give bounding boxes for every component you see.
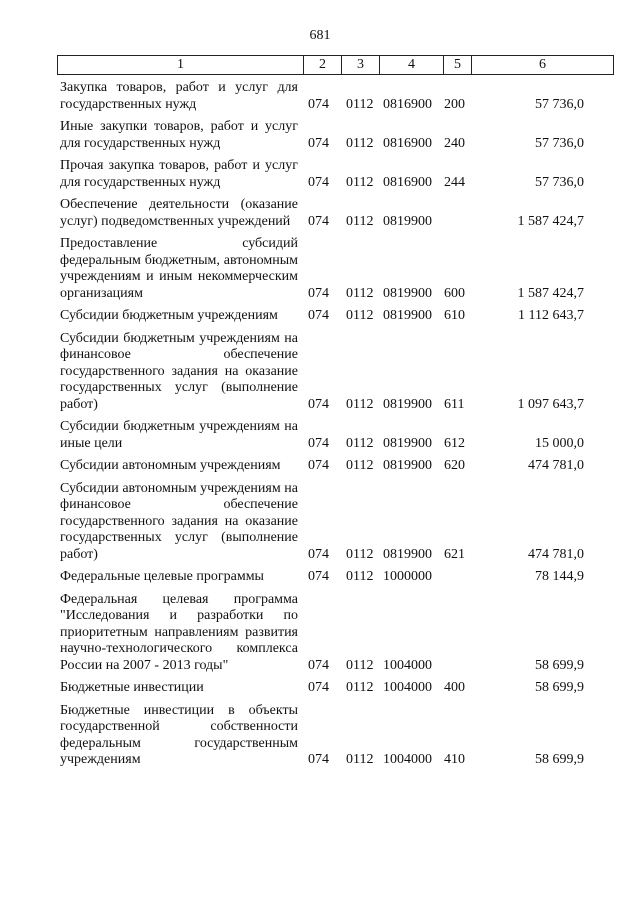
row-expense-type: 612 xyxy=(444,435,465,451)
row-admin-code: 074 xyxy=(308,458,329,473)
row-expense-type: 400 xyxy=(444,680,465,695)
row-admin-code: 074 xyxy=(308,308,329,323)
row-target-code: 0819900 xyxy=(383,435,432,451)
row-name: Субсидии бюджетным учреждениям на иные цели xyxy=(60,419,298,451)
header-col-1: 1 xyxy=(58,56,304,74)
row-amount: 474 781,0 xyxy=(528,458,584,473)
row-admin-code: 074 xyxy=(308,396,329,412)
table-row xyxy=(0,680,640,697)
row-admin-code: 074 xyxy=(308,285,329,301)
row-name: Бюджетные инвестиции xyxy=(60,680,204,695)
row-admin-code: 074 xyxy=(308,213,329,229)
row-section-code: 0112 xyxy=(346,285,374,301)
table-row xyxy=(0,458,640,475)
row-amount: 1 112 643,7 xyxy=(518,308,584,323)
row-name: Иные закупки товаров, работ и услуг для государственных нужд xyxy=(60,119,298,151)
row-name: Бюджетные инвестиции в объекты государственной собственности федеральным государственным учреждениям xyxy=(60,702,298,767)
row-amount: 15 000,0 xyxy=(535,435,584,451)
table-body xyxy=(0,80,640,775)
row-admin-code: 074 xyxy=(308,546,329,562)
header-col-5: 5 xyxy=(444,56,472,74)
row-section-code: 0112 xyxy=(346,96,374,112)
row-expense-type: 600 xyxy=(444,285,465,301)
row-section-code: 0112 xyxy=(346,213,374,229)
row-name: Предоставление субсидий федеральным бюджетным, автономным учреждениям и иным некоммерческим организациям xyxy=(60,236,298,301)
row-target-code: 1004000 xyxy=(383,680,432,695)
row-target-code: 0816900 xyxy=(383,135,432,151)
row-target-code: 1000000 xyxy=(383,569,432,584)
row-amount: 1 097 643,7 xyxy=(517,396,584,412)
row-amount: 58 699,9 xyxy=(535,752,584,767)
row-target-code: 0819900 xyxy=(383,308,432,323)
header-col-6: 6 xyxy=(539,57,546,72)
row-target-code: 0816900 xyxy=(383,174,432,190)
row-admin-code: 074 xyxy=(308,657,329,673)
row-name: Субсидии автономным учреждениям xyxy=(60,458,281,473)
header-col-3: 3 xyxy=(342,56,380,74)
row-admin-code: 074 xyxy=(308,569,329,584)
row-amount: 1 587 424,7 xyxy=(517,285,584,301)
table-row xyxy=(0,80,640,113)
row-expense-type: 240 xyxy=(444,135,465,151)
row-expense-type: 244 xyxy=(444,174,465,190)
row-target-code: 0819900 xyxy=(383,458,432,473)
row-expense-type: 620 xyxy=(444,458,465,473)
row-section-code: 0112 xyxy=(346,435,374,451)
row-section-code: 0112 xyxy=(346,569,374,584)
row-name: Прочая закупка товаров, работ и услуг для государственных нужд xyxy=(60,158,298,190)
page-number: 681 xyxy=(309,28,331,43)
row-amount: 57 736,0 xyxy=(535,135,584,151)
header-col-2: 2 xyxy=(304,56,342,74)
row-expense-type: 621 xyxy=(444,546,465,562)
table-row xyxy=(0,331,640,414)
row-section-code: 0112 xyxy=(346,174,374,190)
row-expense-type: 410 xyxy=(444,752,465,767)
row-admin-code: 074 xyxy=(308,680,329,695)
row-section-code: 0112 xyxy=(346,546,374,562)
row-amount: 1 587 424,7 xyxy=(517,213,584,229)
row-name: Субсидии бюджетным учреждениям xyxy=(60,308,278,323)
row-expense-type: 200 xyxy=(444,96,465,112)
row-admin-code: 074 xyxy=(308,435,329,451)
row-amount: 58 699,9 xyxy=(535,657,584,673)
row-name: Закупка товаров, работ и услуг для государственных нужд xyxy=(60,80,298,112)
row-section-code: 0112 xyxy=(346,308,374,323)
row-section-code: 0112 xyxy=(346,396,374,412)
table-header xyxy=(57,55,614,75)
table-row xyxy=(0,569,640,586)
header-col-4: 4 xyxy=(380,56,444,74)
row-name: Обеспечение деятельности (оказание услуг) подведомственных учреждений xyxy=(60,197,298,229)
table-row xyxy=(0,481,640,564)
row-target-code: 1004000 xyxy=(383,752,432,767)
row-section-code: 0112 xyxy=(346,458,374,473)
table-row xyxy=(0,236,640,302)
row-admin-code: 074 xyxy=(308,96,329,112)
row-section-code: 0112 xyxy=(346,135,374,151)
table-row xyxy=(0,158,640,191)
row-name: Федеральные целевые программы xyxy=(60,569,264,584)
row-amount: 78 144,9 xyxy=(535,569,584,584)
table-row xyxy=(0,308,640,325)
row-admin-code: 074 xyxy=(308,135,329,151)
table-row xyxy=(0,119,640,152)
row-expense-type: 611 xyxy=(444,396,465,412)
row-name: Субсидии бюджетным учреждениям на финансовое обеспечение государственного задания на оказание государственных услуг (выполнение работ) xyxy=(60,330,298,412)
row-section-code: 0112 xyxy=(346,752,374,767)
row-target-code: 0819900 xyxy=(383,213,432,229)
row-section-code: 0112 xyxy=(346,680,374,695)
table-row xyxy=(0,197,640,230)
row-admin-code: 074 xyxy=(308,752,329,767)
row-amount: 474 781,0 xyxy=(528,546,584,562)
row-target-code: 0819900 xyxy=(383,396,432,412)
row-section-code: 0112 xyxy=(346,657,374,673)
row-target-code: 0816900 xyxy=(383,96,432,112)
row-target-code: 0819900 xyxy=(383,546,432,562)
row-target-code: 0819900 xyxy=(383,285,432,301)
row-admin-code: 074 xyxy=(308,174,329,190)
row-name: Субсидии автономным учреждениям на финансовое обеспечение государственного задания на оказание государственных услуг (выполнение работ) xyxy=(60,480,298,562)
row-name: Федеральная целевая программа "Исследования и разработки по приоритетным направлениям развития научно-технологического комплекса России на 2007 - 2013 годы" xyxy=(60,591,298,673)
row-amount: 57 736,0 xyxy=(535,174,584,190)
table-row xyxy=(0,592,640,675)
row-amount: 58 699,9 xyxy=(535,680,584,695)
row-target-code: 1004000 xyxy=(383,657,432,673)
table-row xyxy=(0,419,640,452)
row-expense-type: 610 xyxy=(444,308,465,323)
table-row xyxy=(0,703,640,769)
row-amount: 57 736,0 xyxy=(535,96,584,112)
